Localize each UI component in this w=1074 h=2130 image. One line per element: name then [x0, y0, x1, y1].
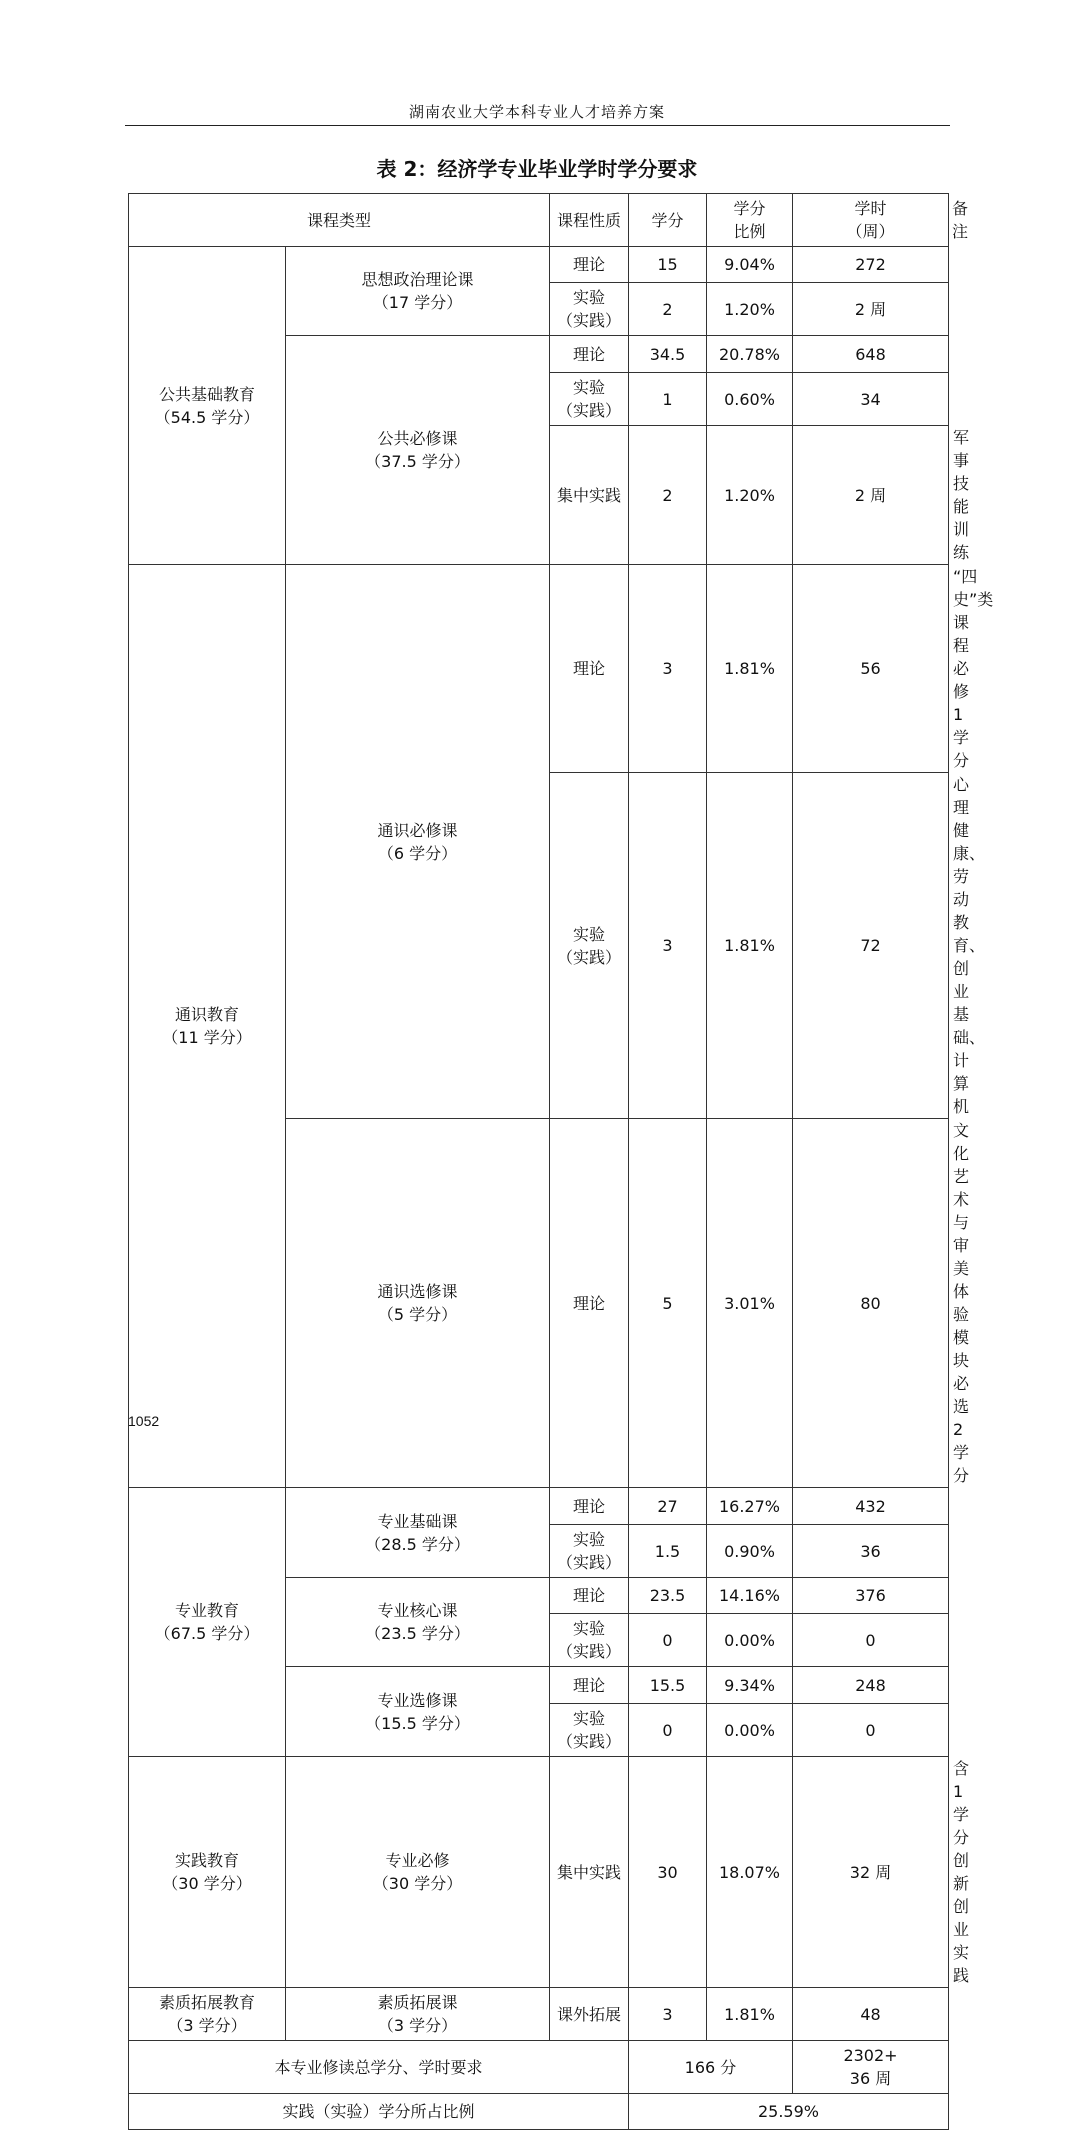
cell-credits: 23.5: [629, 1578, 707, 1614]
cell-ratio: 0.00%: [707, 1704, 793, 1757]
practice-ratio-label: 实践（实验）学分所占比例: [129, 2094, 629, 2130]
cell-nature: 理论: [550, 1667, 629, 1704]
cell-ratio: 0.90%: [707, 1525, 793, 1578]
cell-nature: 课外拓展: [550, 1988, 629, 2041]
cell-credits: 2: [629, 426, 707, 565]
cell-hours: 248: [793, 1667, 949, 1704]
cell-ratio: 0.60%: [707, 373, 793, 426]
cell-hours: 272: [793, 247, 949, 283]
group-major: 专业教育 （67.5 学分）: [129, 1488, 286, 1757]
cell-credits: 0: [629, 1614, 707, 1667]
cell-ratio: 14.16%: [707, 1578, 793, 1614]
cell-credits: 34.5: [629, 336, 707, 373]
cell-nature: 集中实践: [550, 1757, 629, 1988]
group-public-basic: 公共基础教育 （54.5 学分）: [129, 247, 286, 565]
cell-ratio: 1.81%: [707, 1988, 793, 2041]
cell-credits: 15: [629, 247, 707, 283]
cell-ratio: 1.20%: [707, 426, 793, 565]
cell-credits: 1.5: [629, 1525, 707, 1578]
cell-credits: 30: [629, 1757, 707, 1988]
subgroup-major-compulsory: 专业必修 （30 学分）: [286, 1757, 550, 1988]
cell-credits: 15.5: [629, 1667, 707, 1704]
cell-hours: 34: [793, 373, 949, 426]
cell-nature: 理论: [550, 336, 629, 373]
header-credit-ratio: 学分 比例: [707, 194, 793, 247]
page-number: 1052: [128, 1413, 160, 1429]
cell-hours: 56: [793, 565, 949, 773]
credit-requirements-table: [128, 193, 994, 2130]
cell-nature: 实验 （实践）: [550, 1704, 629, 1757]
subgroup-ideology: 思想政治理论课 （17 学分）: [286, 247, 550, 336]
cell-hours: 0: [793, 1614, 949, 1667]
table-row: [129, 1488, 949, 1525]
table-title: 表 2：经济学专业毕业学时学分要求: [376, 157, 698, 181]
cell-hours: 2 周: [793, 426, 949, 565]
header-credits: 学分: [629, 194, 707, 247]
cell-credits: 5: [629, 1119, 707, 1488]
totals-label: 本专业修读总学分、学时要求: [129, 2041, 629, 2094]
header-hours: 学时 （周）: [793, 194, 949, 247]
table-row: [129, 247, 949, 283]
cell-nature: 实验 （实践）: [550, 1614, 629, 1667]
cell-ratio: 1.20%: [707, 283, 793, 336]
subgroup-general-required: 通识必修课 （6 学分）: [286, 565, 550, 1119]
header-course-type: 课程类型: [129, 194, 550, 247]
cell-ratio: 9.04%: [707, 247, 793, 283]
cell-credits: 2: [629, 283, 707, 336]
cell-hours: 2 周: [793, 283, 949, 336]
cell-nature: 实验 （实践）: [550, 1525, 629, 1578]
practice-ratio-row: [129, 2094, 949, 2130]
cell-ratio: 0.00%: [707, 1614, 793, 1667]
header-course-nature: 课程性质: [550, 194, 629, 247]
cell-credits: 1: [629, 373, 707, 426]
table-row: 实验 （实践） 3 1.81% 72 心理健康、劳动教 育、创业基础、计 算机: [129, 773, 949, 1119]
cell-ratio: 18.07%: [707, 1757, 793, 1988]
cell-hours: 36: [793, 1525, 949, 1578]
table-row: 通识教育 （11 学分） 通识必修课 （6 学分） 理论 3 1.81% 56 “四史”类课程必 修 1 学分: [129, 565, 949, 773]
cell-hours: 80: [793, 1119, 949, 1488]
practice-ratio-value: 25.59%: [629, 2094, 949, 2130]
group-general: 通识教育 （11 学分）: [129, 565, 286, 1488]
cell-hours: 648: [793, 336, 949, 373]
cell-nature: 理论: [550, 247, 629, 283]
table-row: [129, 1988, 949, 2041]
cell-ratio: 20.78%: [707, 336, 793, 373]
cell-ratio: 16.27%: [707, 1488, 793, 1525]
cell-nature: 实验 （实践）: [550, 283, 629, 336]
table-row: 集中实践 2 1.20% 2 周 军事技能训练: [129, 426, 949, 565]
cell-ratio: 1.81%: [707, 773, 793, 1119]
cell-hours: 376: [793, 1578, 949, 1614]
cell-hours: 72: [793, 773, 949, 1119]
table-row: 通识选修课 （5 学分） 理论 5 3.01% 80 文化艺术与审美体 验模块必选 2 学分: [129, 1119, 949, 1488]
totals-row: [129, 2041, 949, 2094]
cell-credits: 27: [629, 1488, 707, 1525]
cell-credits: 0: [629, 1704, 707, 1757]
cell-hours: 0: [793, 1704, 949, 1757]
totals-credits: 166 分: [629, 2041, 793, 2094]
cell-credits: 3: [629, 565, 707, 773]
cell-credits: 3: [629, 1988, 707, 2041]
subgroup-major-basic: 专业基础课 （28.5 学分）: [286, 1488, 550, 1578]
cell-nature: 理论: [550, 1488, 629, 1525]
group-quality: 素质拓展教育 （3 学分）: [129, 1988, 286, 2041]
table-header-row: 课程类型 课程性质 学分 学分 比例 学时 （周） 备注: [129, 194, 949, 247]
cell-credits: 3: [629, 773, 707, 1119]
cell-nature: 理论: [550, 1119, 629, 1488]
cell-nature: 集中实践: [550, 426, 629, 565]
subgroup-quality-course: 素质拓展课 （3 学分）: [286, 1988, 550, 2041]
cell-hours: 432: [793, 1488, 949, 1525]
subgroup-major-core: 专业核心课 （23.5 学分）: [286, 1578, 550, 1667]
cell-nature: 实验 （实践）: [550, 773, 629, 1119]
subgroup-public-required: 公共必修课 （37.5 学分）: [286, 336, 550, 565]
cell-hours: 32 周: [793, 1757, 949, 1988]
subgroup-general-elective: 通识选修课 （5 学分）: [286, 1119, 550, 1488]
table-row: 实践教育 （30 学分） 专业必修 （30 学分） 集中实践 30 18.07% 32 周 含 1 学分创新创业 实践: [129, 1757, 949, 1988]
cell-nature: 理论: [550, 1578, 629, 1614]
header-divider: [125, 125, 950, 126]
cell-ratio: 9.34%: [707, 1667, 793, 1704]
cell-hours: 48: [793, 1988, 949, 2041]
cell-nature: 实验 （实践）: [550, 373, 629, 426]
cell-ratio: 1.81%: [707, 565, 793, 773]
cell-nature: 理论: [550, 565, 629, 773]
totals-hours: 2302+ 36 周: [793, 2041, 949, 2094]
running-header: 湖南农业大学本科专业人才培养方案: [408, 103, 665, 121]
cell-ratio: 3.01%: [707, 1119, 793, 1488]
group-practice: 实践教育 （30 学分）: [129, 1757, 286, 1988]
subgroup-major-elective: 专业选修课 （15.5 学分）: [286, 1667, 550, 1757]
